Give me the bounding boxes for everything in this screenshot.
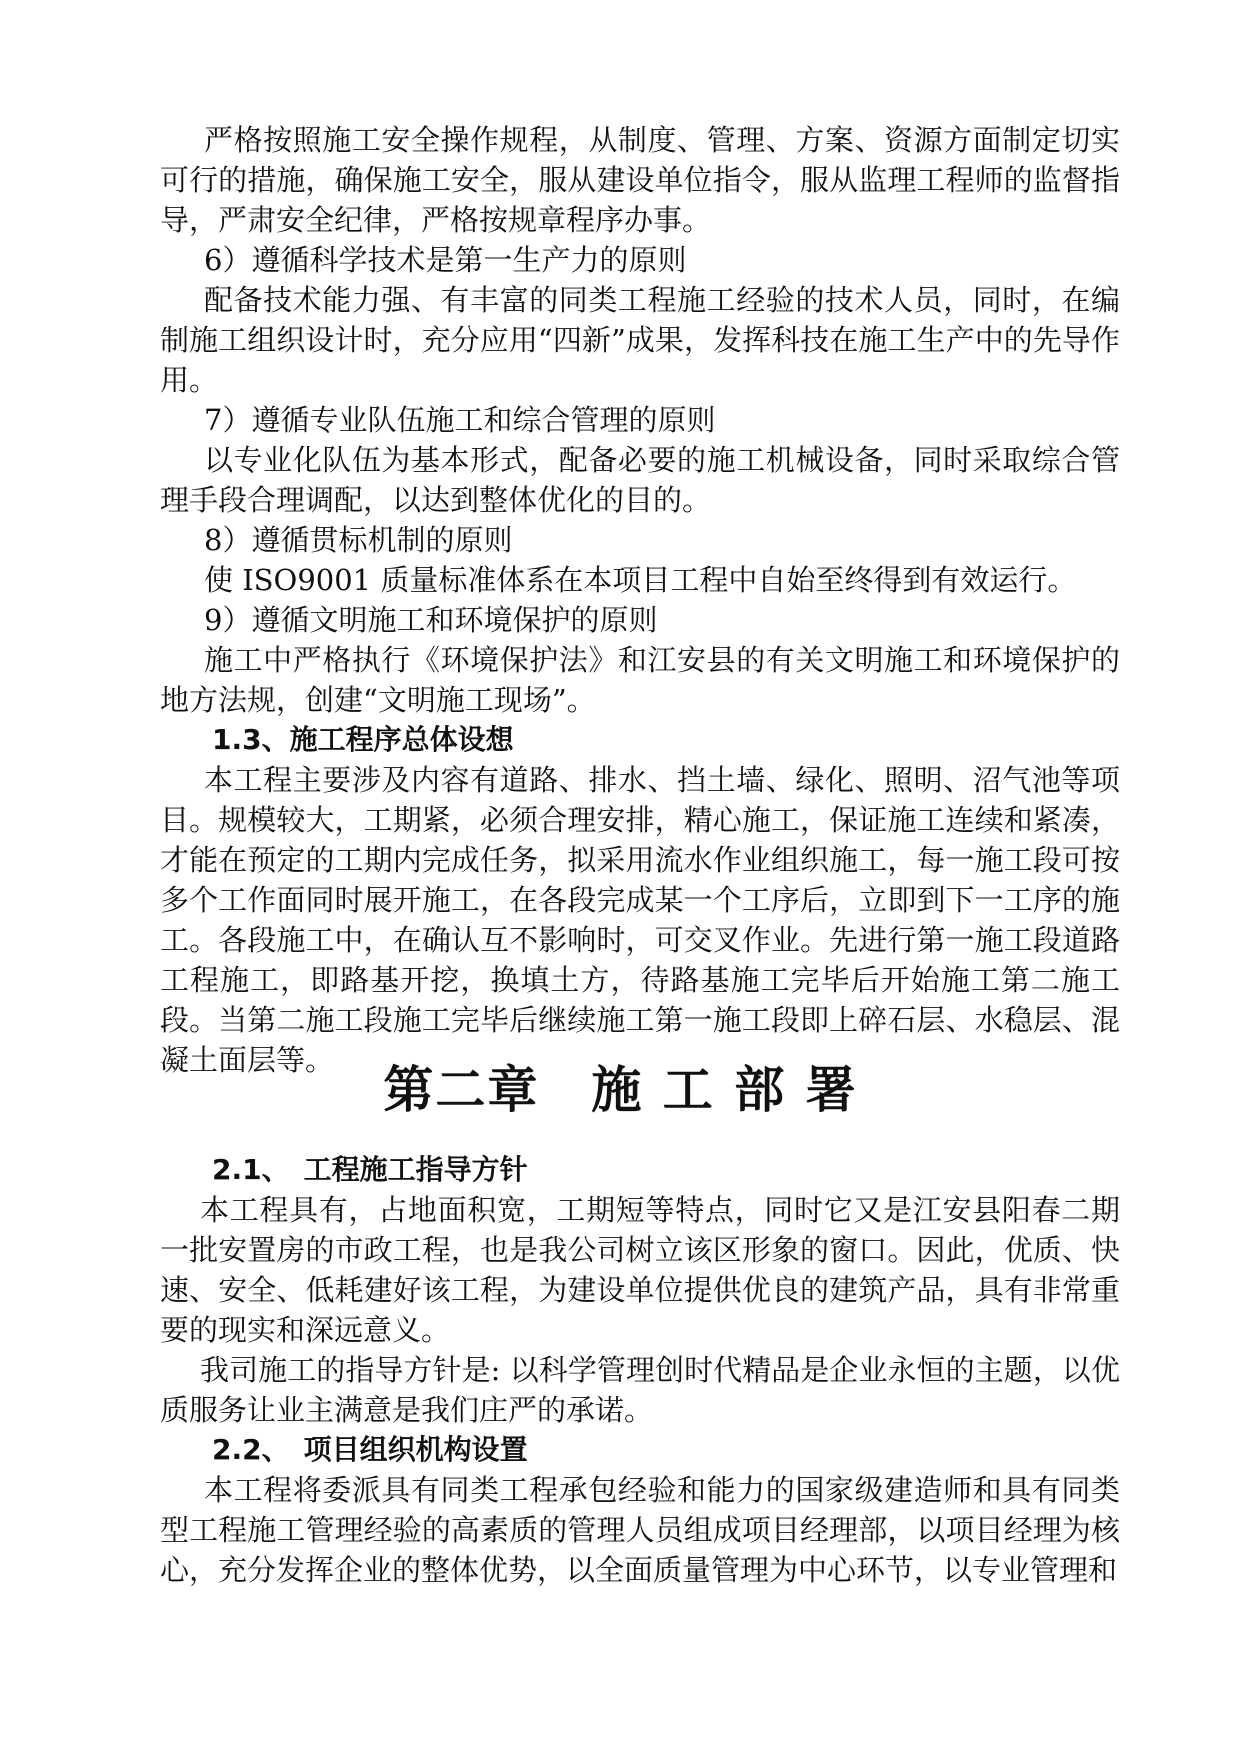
- section-2-1-paragraph-1: 本工程具有，占地面积宽，工期短等特点，同时它又是江安县阳春二期一批安置房的市政工程，也是我公司树立该区形象的窗口。因此，优质、快速、安全、低耗建好该工程，为建设单位提供优良的建筑产品，具有非常重要的现实和深远意义。: [160, 1193, 1120, 1347]
- principle-8-heading: 8）遵循贯标机制的原则: [204, 523, 513, 557]
- section-2-2-heading: 2.2、 项目组织机构设置: [212, 1433, 528, 1466]
- section-1-3-heading: 1.3、施工程序总体设想: [212, 723, 514, 756]
- top-section: [160, 120, 1120, 1080]
- principle-7-heading: 7）遵循专业队伍施工和综合管理的原则: [204, 403, 716, 437]
- principle-8-paragraph: 使 ISO9001 质量标准体系在本项目工程中自始至终得到有效运行。: [204, 563, 1077, 597]
- principle-6-heading: 6）遵循科学技术是第一生产力的原则: [204, 243, 687, 277]
- chapter-2-section: [160, 1150, 1120, 1590]
- section-2-1-heading: 2.1、 工程施工指导方针: [212, 1153, 528, 1186]
- principle-6-paragraph: 配备技术能力强、有丰富的同类工程施工经验的技术人员，同时，在编制施工组织设计时，充分应用“四新”成果，发挥科技在施工生产中的先导作用。: [160, 283, 1120, 397]
- principle-7-paragraph: 以专业化队伍为基本形式，配备必要的施工机械设备，同时采取综合管理手段合理调配，以达到整体优化的目的。: [160, 443, 1120, 517]
- principle-9-paragraph: 施工中严格执行《环境保护法》和江安县的有关文明施工和环境保护的地方法规，创建“文明施工现场”。: [160, 643, 1120, 717]
- chapter-2-title: 第二章 施 工 部 署: [383, 1061, 858, 1119]
- section-2-1-paragraph-2: 我司施工的指导方针是: 以科学管理创时代精品是企业永恒的主题，以优质服务让业主满意是我们庄严的承诺。: [160, 1353, 1120, 1427]
- section-2-2-paragraph: 本工程将委派具有同类工程承包经验和能力的国家级建造师和具有同类型工程施工管理经验的高素质的管理人员组成项目经理部，以项目经理为核心，充分发挥企业的整体优势，以全面质量管理为中心环节，以专业管理和: [160, 1473, 1120, 1587]
- safety-paragraph: 严格按照施工安全操作规程，从制度、管理、方案、资源方面制定切实可行的措施，确保施工安全，服从建设单位指令，服从监理工程师的监督指导，严肃安全纪律，严格按规章程序办事。: [160, 123, 1120, 237]
- section-1-3-paragraph: 本工程主要涉及内容有道路、排水、挡土墙、绿化、照明、沼气池等项目。规模较大，工期紧，必须合理安排，精心施工，保证施工连续和紧凑，才能在预定的工期内完成任务，拟采用流水作业组织施工，每一施工段可按多个工作面同时展开施工，在各段完成某一个工序后，立即到下一工序的施工。各段施工中，在确认互不影响时，可交叉作业。先进行第一施工段道路工程施工，即路基开挖，换填土方，待路基施工完毕后开始施工第二施工段。当第二施工段施工完毕后继续施工第一施工段即上碎石层、水稳层、混凝土面层等。: [160, 763, 1120, 1077]
- principle-9-heading: 9）遵循文明施工和环境保护的原则: [204, 603, 658, 637]
